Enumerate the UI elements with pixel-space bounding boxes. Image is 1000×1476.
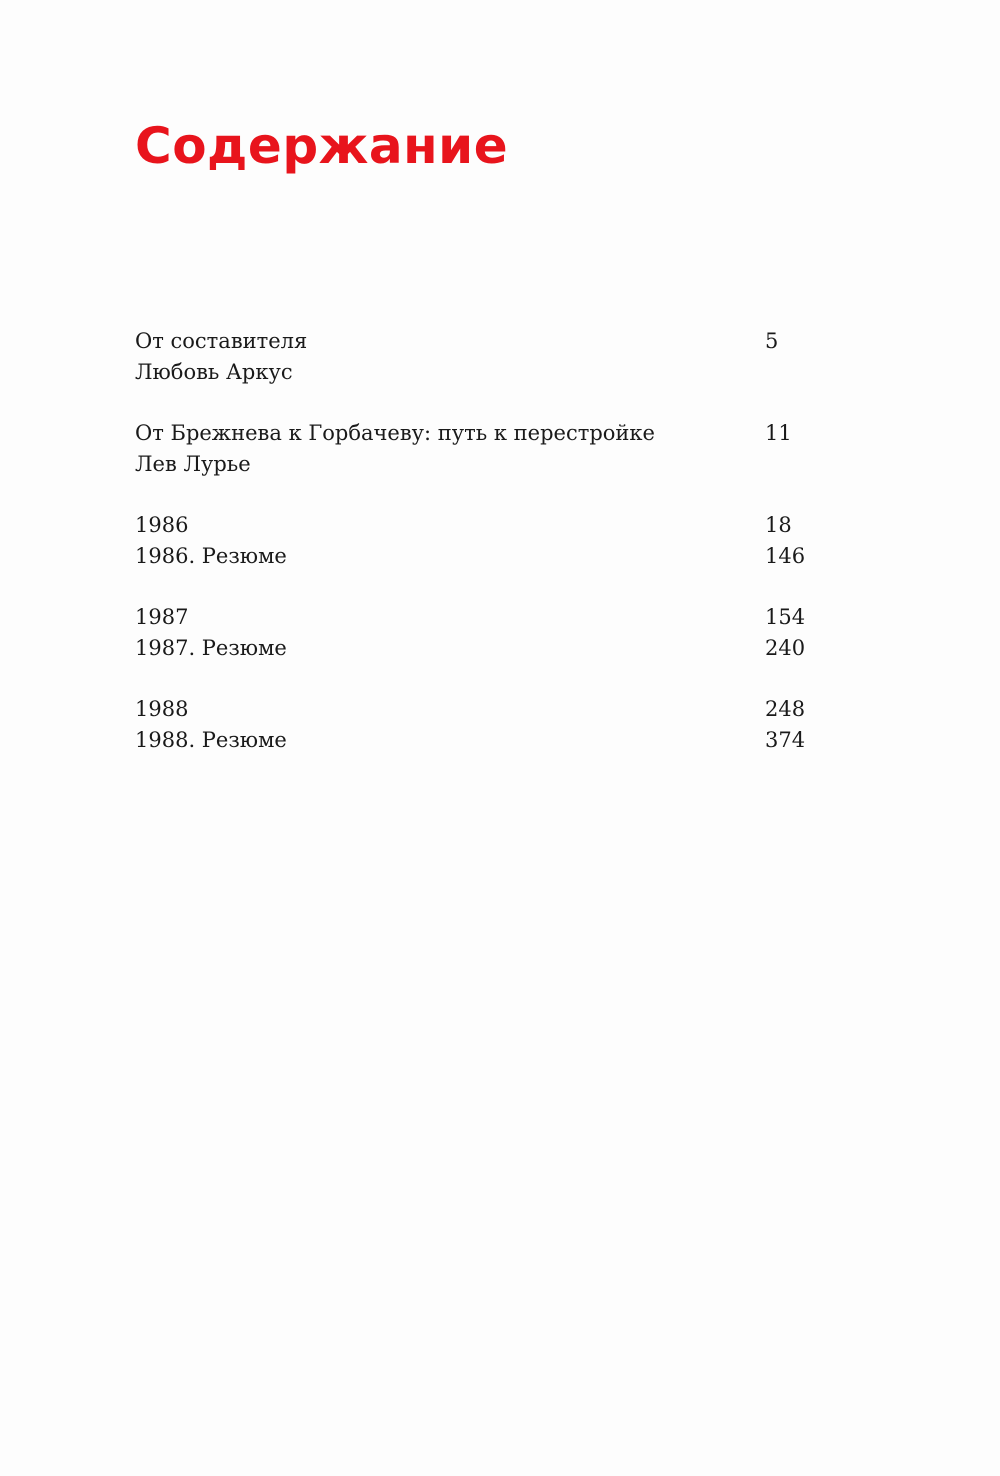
toc-group-1988 [135,694,835,756]
toc-entry-page: 240 [765,636,806,660]
toc-entry-author: Лев Лурье [135,452,251,476]
toc-entry-title: 1987. Резюме [135,636,287,660]
toc-entry-page: 374 [765,728,806,752]
toc-group-compiler [135,326,835,388]
toc-group-introduction [135,418,835,480]
toc-entry [135,694,835,725]
page-title: Содержание [135,117,509,175]
toc-entry-title: 1988 [135,697,189,721]
toc-entry-page: 248 [765,697,806,721]
toc-entry-title: 1987 [135,605,189,629]
toc-entry [135,326,835,357]
toc-entry-title: 1988. Резюме [135,728,287,752]
toc-entry-title: 1986. Резюме [135,544,287,568]
toc-group-1987 [135,602,835,664]
toc-entry-page: 154 [765,605,806,629]
table-of-contents [135,326,835,786]
toc-entry-page: 5 [765,329,779,353]
toc-entry-title: От Брежнева к Горбачеву: путь к перестройке [135,421,655,445]
toc-entry [135,633,835,664]
toc-entry-title: 1986 [135,513,189,537]
toc-entry-page: 146 [765,544,806,568]
toc-entry [135,602,835,633]
toc-entry-author: Любовь Аркус [135,360,293,384]
toc-entry [135,510,835,541]
toc-entry-title: От составителя [135,329,308,353]
toc-group-1986 [135,510,835,572]
toc-entry-page: 18 [765,513,792,537]
toc-entry-page: 11 [765,421,792,445]
toc-entry [135,418,835,449]
toc-entry [135,725,835,756]
toc-entry [135,541,835,572]
